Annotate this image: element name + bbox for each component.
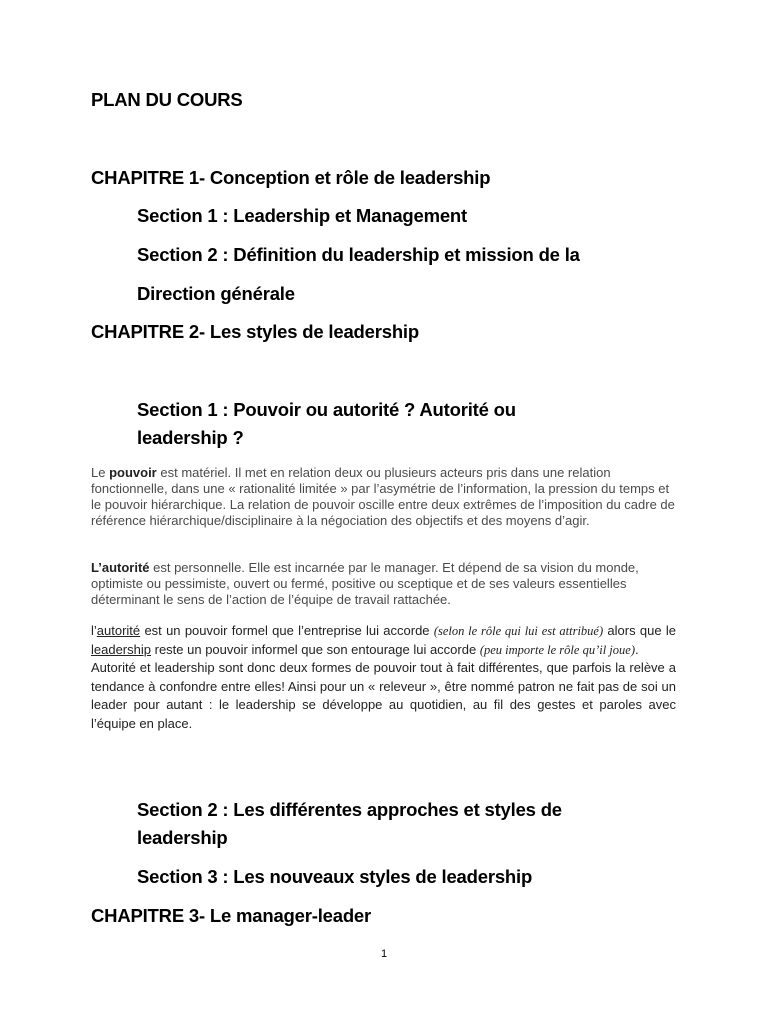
chapter-2-section-3: Section 3 : Les nouveaux styles de leadership <box>137 866 533 887</box>
pouvoir-pre: Le <box>91 465 110 480</box>
autorite-formel-pre: l’ <box>91 623 97 638</box>
autorite-formel-mid-1: est un pouvoir formel que l’entreprise lui accorde <box>140 623 434 638</box>
autorite-formel-italic-2: (peu importe le rôle qu’il joue) <box>479 642 635 657</box>
autorite-formel-end: . <box>634 641 639 657</box>
leadership-underlined-term: leadership <box>91 641 151 657</box>
autorite-formel-paragraph <box>91 622 676 733</box>
plan-title: PLAN DU COURS <box>91 89 243 110</box>
chapter-1-section-1: Section 1 : Leadership et Management <box>137 205 467 226</box>
chapter-2-section-1: Section 1 : Pouvoir ou autorité ? Autorité ou leadership ? <box>137 399 516 448</box>
pouvoir-paragraph <box>91 465 681 529</box>
chapter-1-title: CHAPITRE 1- Conception et rôle de leadership <box>91 167 491 188</box>
autorite-text: est personnelle. Elle est incarnée par le manager. Et dépend de sa vision du monde, optimiste ou pessimiste, ouvert ou fermé, positive ou sceptique et de ses valeurs essentielles déterminant le sens de l’action de l’équipe de travail rattachée. <box>91 560 639 607</box>
pouvoir-term: pouvoir <box>109 465 157 480</box>
autorite-term: L’autorité <box>91 560 150 575</box>
autorite-formel-mid-3: reste un pouvoir informel que son entourage lui accorde <box>151 641 480 657</box>
page-number: 1 <box>380 948 388 960</box>
autorite-leadership-text: Autorité et leadership sont donc deux formes de pouvoir tout à fait différentes, que parfois la relève a tendance à confondre entre elles! Ainsi pour un « releveur », être nommé patron ne fait pas de soi un leader pour autant : le leadership se développe au quotidien, au fil des gestes et paroles avec l’équipe en place. <box>91 660 676 731</box>
pouvoir-text: est matériel. Il met en relation deux ou plusieurs acteurs pris dans une relation fonctionnelle, dans une « rationalité limitée » par l’asymétrie de l’information, la pression du temps et le pouvoir hiérarchique. La relation de pouvoir oscille entre deux extrêmes de l’imposition du cadre de référence hiérarchique/disciplinaire à la négociation des objectifs et des moyens d’agir. <box>91 465 675 528</box>
autorite-paragraph <box>91 560 681 608</box>
chapter-1-section-2-line-2: Direction générale <box>137 283 295 304</box>
autorite-underlined-term: autorité <box>96 623 141 638</box>
chapter-2-title: CHAPITRE 2- Les styles de leadership <box>91 321 419 342</box>
chapter-2-section-2: Section 2 : Les différentes approches et styles de leadership <box>137 799 562 848</box>
chapter-3-title: CHAPITRE 3- Le manager-leader <box>91 905 372 926</box>
chapter-1-section-2-line-1: Section 2 : Définition du leadership et mission de la <box>137 244 580 265</box>
autorite-formel-italic-1: (selon le rôle qui lui est attribué) <box>433 624 604 638</box>
autorite-formel-mid-2: alors que le <box>603 623 676 638</box>
